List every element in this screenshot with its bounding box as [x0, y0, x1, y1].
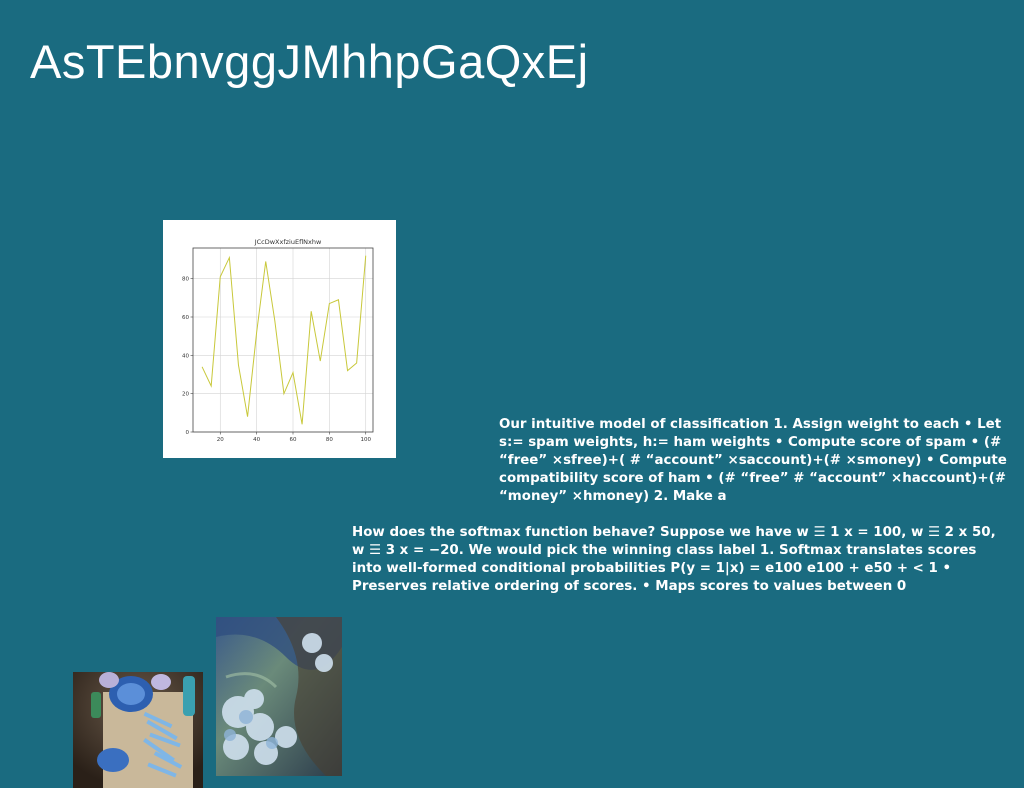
series-line	[202, 256, 366, 425]
x-tick-label: 20	[216, 437, 224, 443]
chart-grid	[193, 248, 373, 432]
slide-title: AsTEbnvggJMhhpGaQxEj	[30, 35, 589, 88]
softmax-text: How does the softmax function behave? Suppose we have w ☰ 1 x = 100, w ☰ 2 x 50, w ☰ 3 x = −20. We would pick the winning class label 1. Softmax translates scores into well-formed conditional probabilities P(y = 1|x) = e100 e100 + e50 + < 1 • Preserves relative ordering of scores. • Maps scores to values between 0	[352, 525, 996, 594]
x-tick-label: 60	[289, 437, 297, 443]
chart-ticks	[182, 277, 371, 443]
classification-model-text: Our intuitive model of classification 1. Assign weight to each • Let s:= spam weights, h:= ham weights • Compute score of spam • (# “free” ×sfree)+( # “account” ×saccount)+(# ×smoney) • Compute compatibility score of ham • (# “free” # “account” ×haccount)+(# “money” ×hmoney) 2. Make a	[499, 417, 1007, 504]
photo-abstract-texture	[216, 617, 342, 776]
chart-canvas	[163, 220, 396, 458]
y-tick-label: 80	[182, 276, 189, 283]
x-tick-label: 100	[360, 437, 371, 443]
y-tick-label: 60	[182, 315, 189, 321]
y-tick-label: 20	[182, 391, 189, 398]
x-tick-label: 80	[325, 437, 333, 443]
x-tick-label: 40	[253, 437, 261, 443]
chart-lines	[202, 256, 366, 425]
y-tick-label: 40	[182, 353, 189, 360]
photo-lab-glassware	[73, 672, 203, 788]
y-tick-label: 0	[185, 430, 189, 436]
line-chart	[163, 220, 396, 458]
chart-title: JCcDwXxfziuEflNxhw	[254, 238, 322, 246]
